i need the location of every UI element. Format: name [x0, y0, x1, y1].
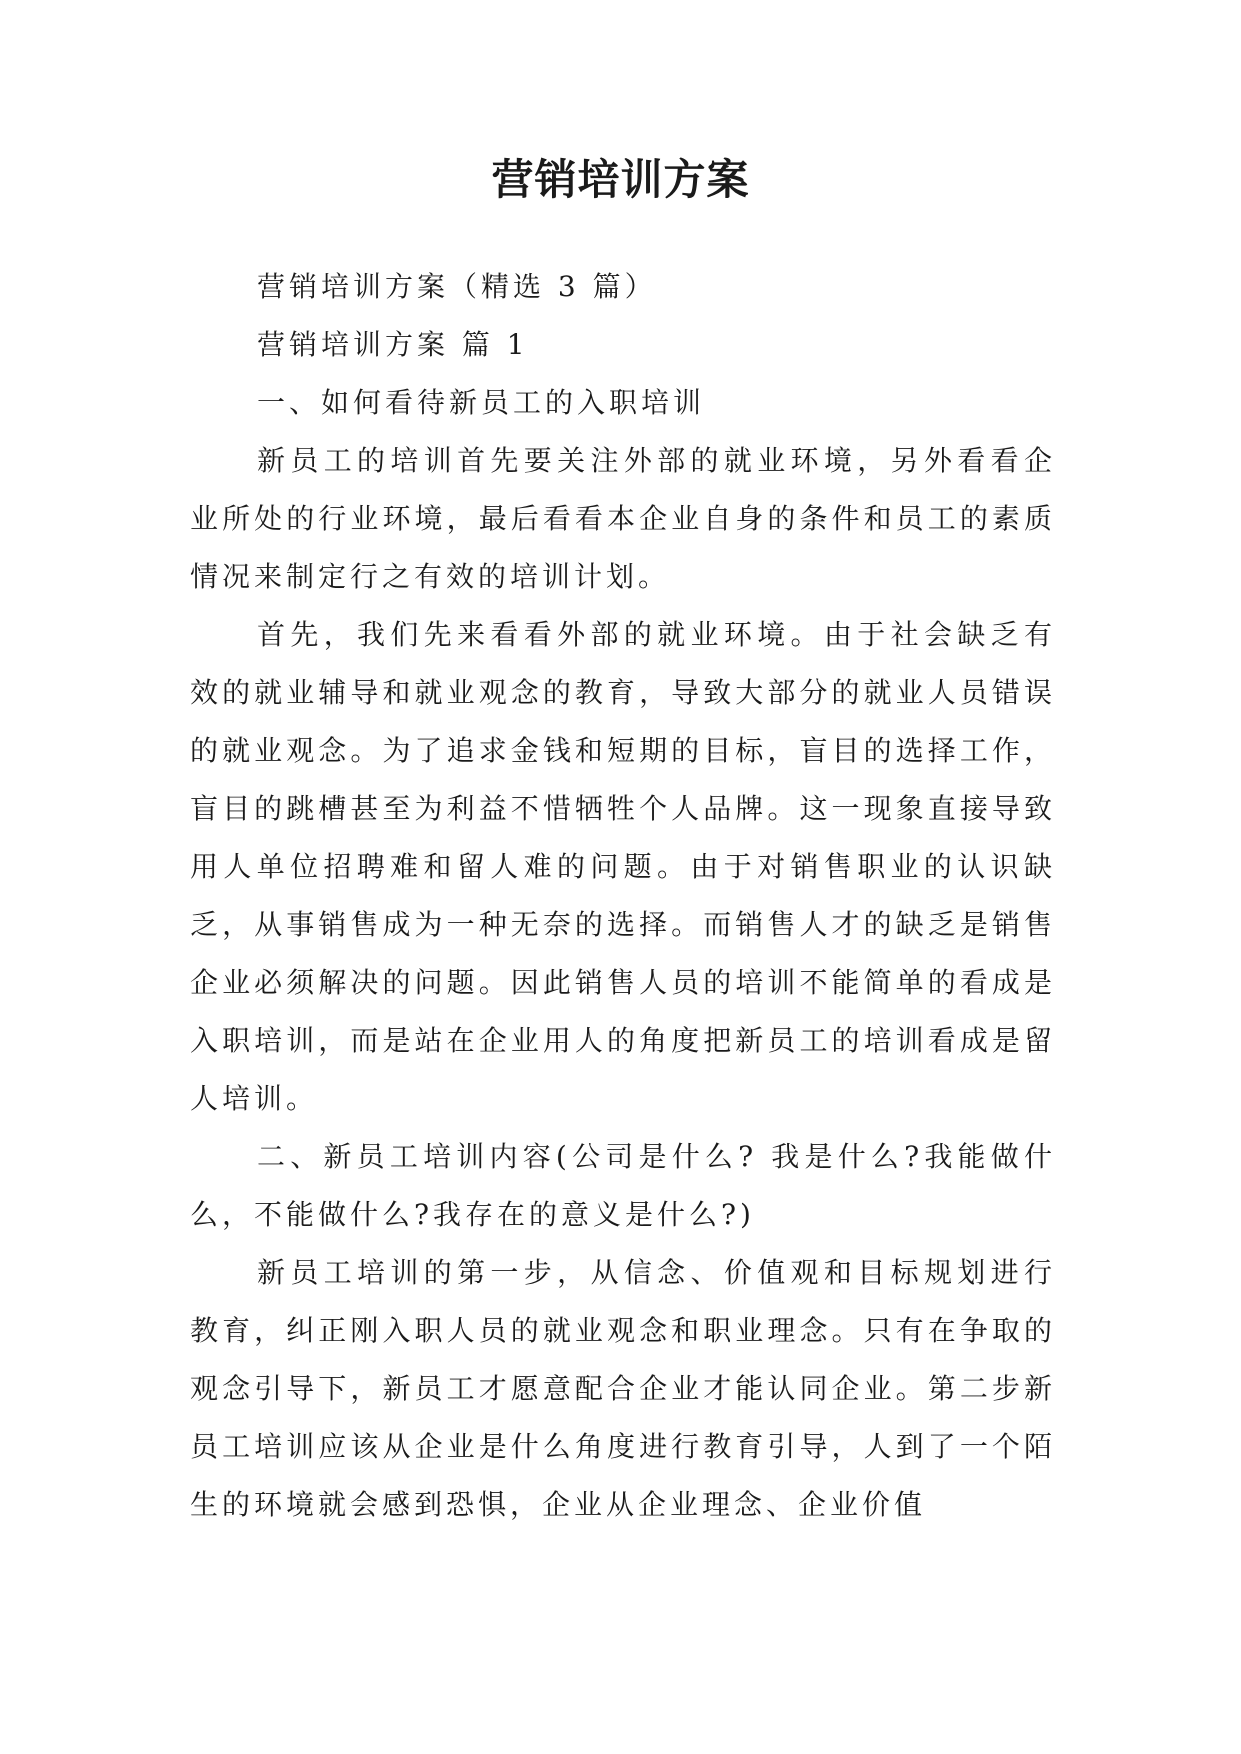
- paragraph: 首先，我们先来看看外部的就业环境。由于社会缺乏有效的就业辅导和就业观念的教育，导致大部分的就业人员错误的就业观念。为了追求金钱和短期的目标，盲目的选择工作，盲目的跳槽甚至为利益不惜牺牲个人品牌。这一现象直接导致用人单位招聘难和留人难的问题。由于对销售职业的认识缺乏，从事销售成为一种无奈的选择。而销售人才的缺乏是销售企业必须解决的问题。因此销售人员的培训不能简单的看成是入职培训，而是站在企业用人的角度把新员工的培训看成是留人培训。: [190, 618, 1056, 1115]
- paragraph-heading-1: 一、如何看待新员工的入职培训: [257, 386, 706, 419]
- paragraph: 新员工的培训首先要关注外部的就业环境，另外看看企业所处的行业环境，最后看看本企业自身的条件和员工的素质情况来制定行之有效的培训计划。: [190, 444, 1056, 593]
- paragraph: 新员工培训的第一步，从信念、价值观和目标规划进行教育，纠正刚入职人员的就业观念和职业理念。只有在争取的观念引导下，新员工才愿意配合企业才能认同企业。第二步新员工培训应该从企业是什么角度进行教育引导，人到了一个陌生的环境就会感到恐惧，企业从企业理念、企业价值: [190, 1256, 1056, 1521]
- paragraph-heading-2: 二、新员工培训内容(公司是什么? 我是什么?我能做什么，不能做什么?我存在的意义是什么?): [190, 1140, 1056, 1231]
- document-body: [190, 258, 1056, 1534]
- document-title: 营销培训方案: [491, 155, 750, 204]
- paragraph-section-heading: 营销培训方案 篇 1: [257, 328, 529, 361]
- paragraph-subtitle: 营销培训方案（精选 3 篇）: [257, 270, 657, 303]
